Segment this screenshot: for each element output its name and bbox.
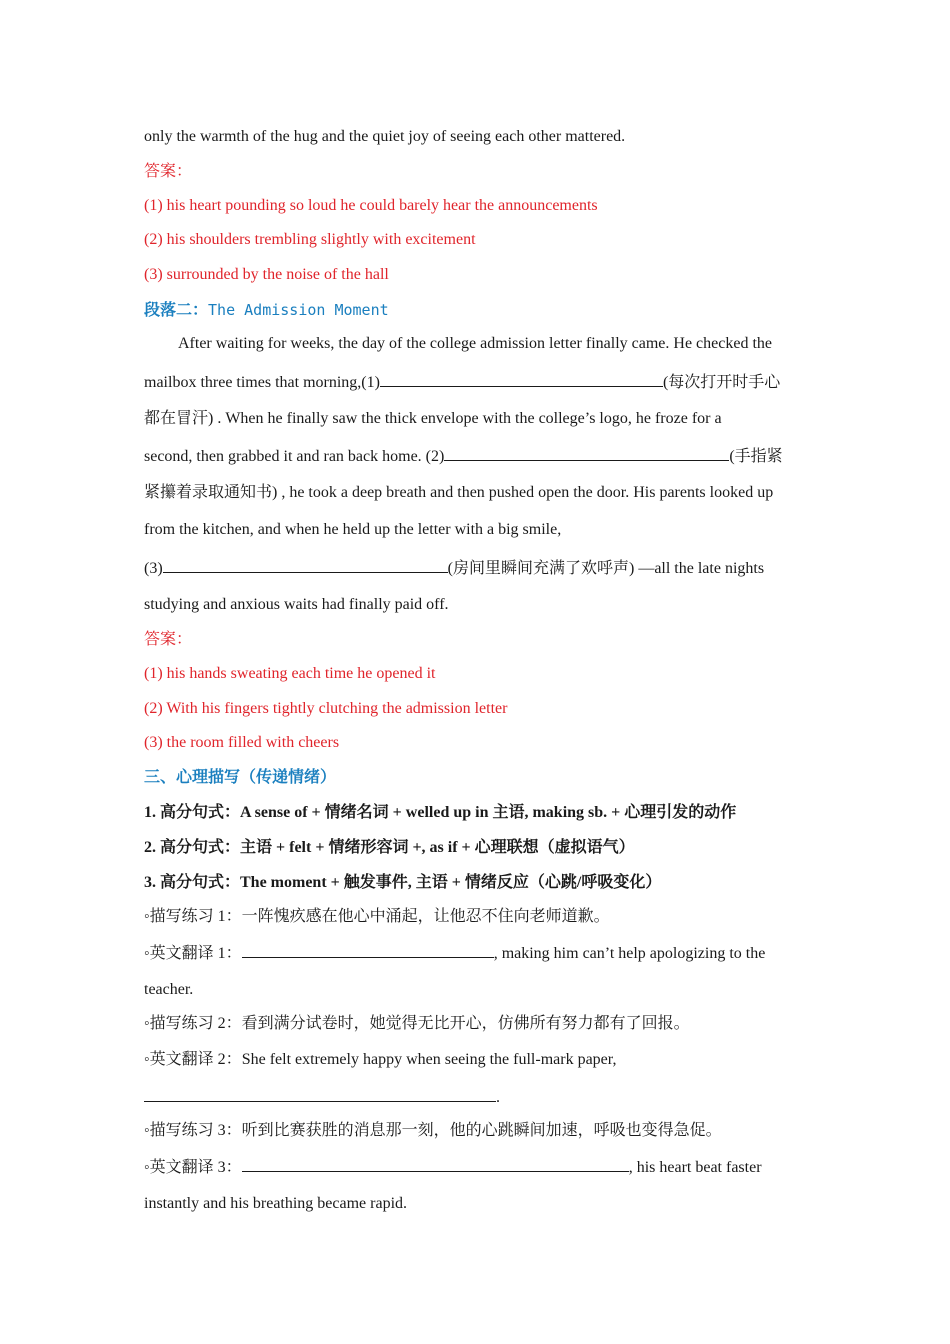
paragraph-line [144, 372, 780, 393]
translation-blank-1[interactable] [242, 943, 494, 958]
translation-label: ◦英文翻译 1： [144, 945, 242, 962]
text-segment: She felt extremely happy when seeing the full-mark paper, [241, 1051, 617, 1068]
paragraph-line [144, 446, 783, 467]
text-segment: , his heart beat faster [628, 1159, 762, 1176]
section-heading-3: 三、心理描写（传递情绪） [144, 769, 337, 786]
translation-label: ◦英文翻译 3： [144, 1159, 242, 1176]
fill-blank-3[interactable] [163, 558, 448, 573]
answer-2: (2) With his fingers tightly clutching the admission letter [144, 700, 508, 717]
answer-3: (3) surrounded by the noise of the hall [144, 266, 389, 283]
text-segment: (3) [144, 560, 163, 577]
pattern-2: 2. 高分句式：主语 + felt + 情绪形容词 +, as if + 心理联想（虚拟语气） [144, 839, 635, 856]
heading-prefix: 段落二： [144, 302, 209, 319]
section-heading-paragraph-2 [144, 300, 389, 321]
translation-blank-2[interactable] [144, 1087, 496, 1102]
exercise-2: ◦描写练习 2：看到满分试卷时，她觉得无比开心，仿佛所有努力都有了回报。 [144, 1015, 690, 1032]
paragraph-line: After waiting for weeks, the day of the college admission letter finally came. He checked the [178, 335, 772, 352]
answer-label: 答案： [144, 163, 193, 180]
answer-label: 答案： [144, 631, 193, 648]
paragraph-line: studying and anxious waits had finally paid off. [144, 596, 449, 613]
text-segment: (手指紧 [729, 448, 783, 465]
pattern-1: 1. 高分句式：A sense of + 情绪名词 + welled up in 主语, making sb. + 心理引发的动作 [144, 804, 737, 821]
translation-3-continued: instantly and his breathing became rapid. [144, 1195, 408, 1212]
exercise-3: ◦描写练习 3：听到比赛获胜的消息那一刻，他的心跳瞬间加速，呼吸也变得急促。 [144, 1122, 722, 1139]
fill-blank-2[interactable] [444, 446, 729, 461]
answer-1: (1) his heart pounding so loud he could barely hear the announcements [144, 197, 598, 214]
answer-2: (2) his shoulders trembling slightly with excitement [144, 231, 476, 248]
translation-label: ◦英文翻译 2： [144, 1051, 242, 1068]
translation-2-continued [144, 1087, 500, 1108]
paragraph-line: only the warmth of the hug and the quiet joy of seeing each other mattered. [144, 128, 626, 145]
text-segment: , making him can’t help apologizing to the [493, 945, 766, 962]
paragraph-line [144, 558, 764, 579]
text-segment: (房间里瞬间充满了欢呼声) —all the late nights [447, 560, 765, 577]
paragraph-line: 紧攥着录取通知书) , he took a deep breath and then pushed open the door. His parents looked up [144, 484, 774, 501]
paragraph-line: 都在冒汗) . When he finally saw the thick envelope with the college’s logo, he froze for a [144, 410, 722, 427]
heading-title: The Admission Moment [208, 301, 389, 319]
translation-1-continued: teacher. [144, 981, 194, 998]
translation-blank-3[interactable] [242, 1157, 629, 1172]
text-segment: second, then grabbed it and ran back home. (2) [144, 448, 445, 465]
translation-2 [144, 1050, 616, 1070]
translation-3 [144, 1157, 762, 1178]
exercise-1: ◦描写练习 1：一阵愧疚感在他心中涌起，让他忍不住向老师道歉。 [144, 908, 610, 925]
pattern-3: 3. 高分句式：The moment + 触发事件, 主语 + 情绪反应（心跳/呼吸变化） [144, 874, 662, 891]
text-segment: . [496, 1089, 500, 1106]
answer-3: (3) the room filled with cheers [144, 734, 340, 751]
paragraph-line: from the kitchen, and when he held up the letter with a big smile, [144, 521, 562, 538]
text-segment: mailbox three times that morning,(1) [144, 374, 380, 391]
fill-blank-1[interactable] [380, 372, 663, 387]
answer-1: (1) his hands sweating each time he opened it [144, 665, 436, 682]
translation-1 [144, 943, 765, 964]
text-segment: (每次打开时手心 [662, 374, 781, 391]
